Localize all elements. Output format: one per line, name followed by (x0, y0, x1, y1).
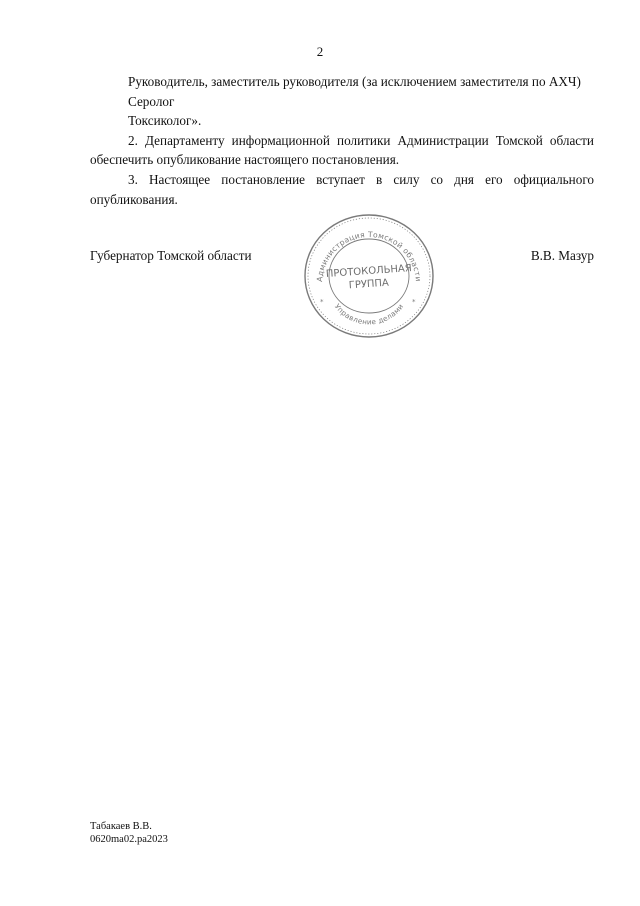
paragraph-effective-date: 3. Настоящее постановление вступает в силу со дня его официального опубликования. (90, 171, 594, 207)
page-number: 2 (316, 44, 324, 59)
stamp-outer-text: Администрация Томской области (314, 229, 423, 283)
footer-code: 0620ma02.pa2023 (90, 834, 168, 845)
stamp-center-line2: ГРУППА (348, 277, 390, 292)
paragraph-position-list: Руководитель, заместитель руководителя (за исключением заместителя по АХЧ) (128, 74, 581, 89)
signatory-name: В.В. Мазур (530, 248, 594, 263)
document-body (90, 72, 594, 209)
paragraph-serologist: Серолог (128, 93, 175, 109)
paragraph-toxicologist: Токсиколог». (128, 113, 202, 129)
footer-author: Табакаев В.В. (90, 821, 152, 832)
stamp-star-left-icon: * (320, 298, 324, 306)
svg-text:Управление делами (333, 302, 406, 327)
official-stamp (302, 212, 436, 340)
document-footer (90, 820, 168, 846)
stamp-bottom-text: Управление делами (332, 301, 406, 327)
stamp-center-line1: ПРОТОКОЛЬНАЯ (325, 263, 413, 280)
paragraph-publication-order: 2. Департаменту информационной политики Администрации Томской области обеспечить опубликование настоящего постановления. (90, 132, 594, 168)
signatory-title: Губернатор Томской области (90, 248, 252, 263)
stamp-star-right-icon: * (412, 298, 416, 306)
